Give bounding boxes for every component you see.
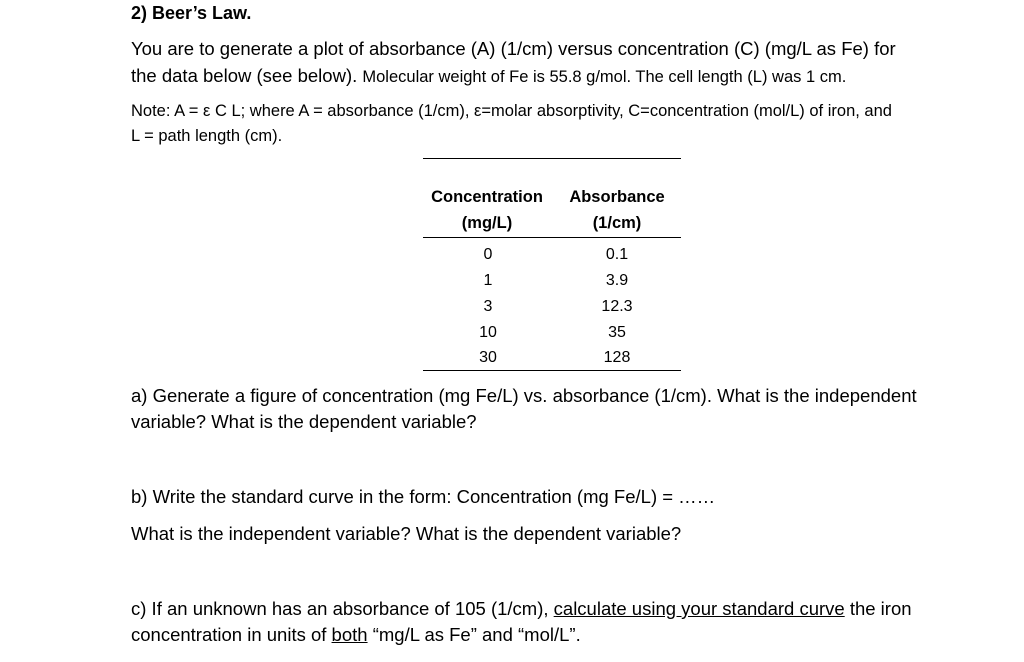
cell-concentration: 3 <box>483 298 493 315</box>
header-absorbance-unit: (1/cm) <box>592 214 642 232</box>
intro-line-1: You are to generate a plot of absorbance (A) (1/cm) versus concentration (C) (mg/L as Fe) for <box>131 38 896 59</box>
question-c-underlined-both: both <box>331 624 368 645</box>
question-b-line-2: What is the independent variable? What is the dependent variable? <box>131 523 682 544</box>
cell-concentration: 1 <box>483 272 493 289</box>
header-concentration-unit: (mg/L) <box>461 214 513 232</box>
cell-absorbance: 128 <box>603 349 631 366</box>
table-top-rule <box>423 158 681 159</box>
question-c-line2-post: “mg/L as Fe” and “mol/L”. <box>372 624 581 645</box>
question-c-post: the iron <box>849 598 912 619</box>
intro-line-2b: Molecular weight of Fe is 55.8 g/mol. The cell length (L) was 1 cm. <box>362 68 847 86</box>
question-c-pre: c) If an unknown has an absorbance of 105 (1/cm), <box>131 598 549 619</box>
note-line-1: Note: A = ε C L; where A = absorbance (1/cm), ε=molar absorptivity, C=concentration (mol/L) of iron, and <box>131 102 892 120</box>
intro-line-2a: the data below (see below). <box>131 65 358 86</box>
cell-concentration: 30 <box>479 349 497 366</box>
question-a-line-1: a) Generate a figure of concentration (mg Fe/L) vs. absorbance (1/cm). What is the independent <box>131 385 917 406</box>
header-absorbance: Absorbance <box>569 188 665 206</box>
note-line-2: L = path length (cm). <box>131 127 283 145</box>
section-heading: 2) Beer’s Law. <box>131 3 252 23</box>
intro-line-2 <box>131 63 846 89</box>
cell-absorbance: 35 <box>608 324 626 341</box>
question-c-line-2 <box>131 622 581 648</box>
question-a-line-2: variable? What is the dependent variable? <box>131 411 477 432</box>
question-c-underlined-phrase: calculate using your standard curve <box>553 598 845 619</box>
table-bottom-rule <box>423 370 681 371</box>
header-concentration: Concentration <box>431 188 543 206</box>
cell-absorbance: 0.1 <box>605 246 629 263</box>
question-c-line2-pre: concentration in units of <box>131 624 327 645</box>
question-c-line-1 <box>131 596 912 622</box>
cell-concentration: 10 <box>479 324 497 341</box>
question-b-line-1: b) Write the standard curve in the form: Concentration (mg Fe/L) = …… <box>131 486 716 507</box>
cell-concentration: 0 <box>483 246 493 263</box>
cell-absorbance: 12.3 <box>601 298 633 315</box>
cell-absorbance: 3.9 <box>605 272 629 289</box>
table-header-rule <box>423 237 681 238</box>
